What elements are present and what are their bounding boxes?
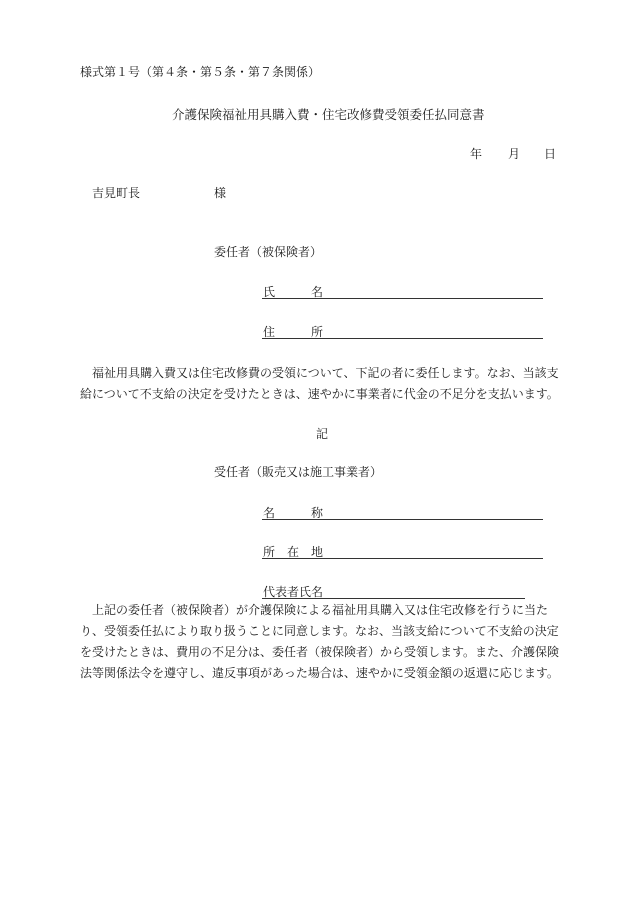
principal-name-field[interactable] [262,298,543,299]
date-day-label: 日 [544,147,557,161]
agent-heading: 受任者（販売又は施工事業者） [214,465,383,479]
addressee-honorific: 様 [214,186,227,200]
document-title: 介護保険福祉用具購入費・住宅改修費受領委任払同意書 [172,107,485,122]
date-year-label: 年 [470,147,483,161]
principal-address-label: 住 所 [263,325,324,339]
consent-paragraph: 上記の委任者（被保険者）が介護保険による福祉用具購入又は住宅改修を行うに当たり、受領委任払により取り扱うことに同意します。なお、当該支給について不支給の決定を受けたときは、費用の不足分は、委任者（被保険者）から受領します。また、介護保険法等関係法令を遵守し、違反事項があった場合は、速やかに受領金額の返還に応じます。 [80,603,560,680]
principal-address-field[interactable] [262,338,543,339]
ki-marker: 記 [316,427,329,441]
agent-name-label: 名 称 [263,506,324,520]
addressee-name: 吉見町長 [92,186,141,200]
agent-name-field[interactable] [262,519,543,520]
agent-representative-label: 代表者氏名 [263,585,324,599]
agent-representative-field[interactable] [262,598,525,599]
form-number: 様式第１号（第４条・第５条・第７条関係） [80,65,321,79]
agent-location-label: 所 在 地 [263,545,324,559]
principal-heading: 委任者（被保険者） [214,245,323,259]
delegation-paragraph: 福祉用具購入費又は住宅改修費の受領について、下記の者に委任します。なお、当該支給について不支給の決定を受けたときは、速やかに事業者に代金の不足分を支払います。 [80,366,559,401]
date-month-label: 月 [508,147,521,161]
principal-name-label: 氏 名 [263,285,324,299]
agent-location-field[interactable] [262,558,543,559]
